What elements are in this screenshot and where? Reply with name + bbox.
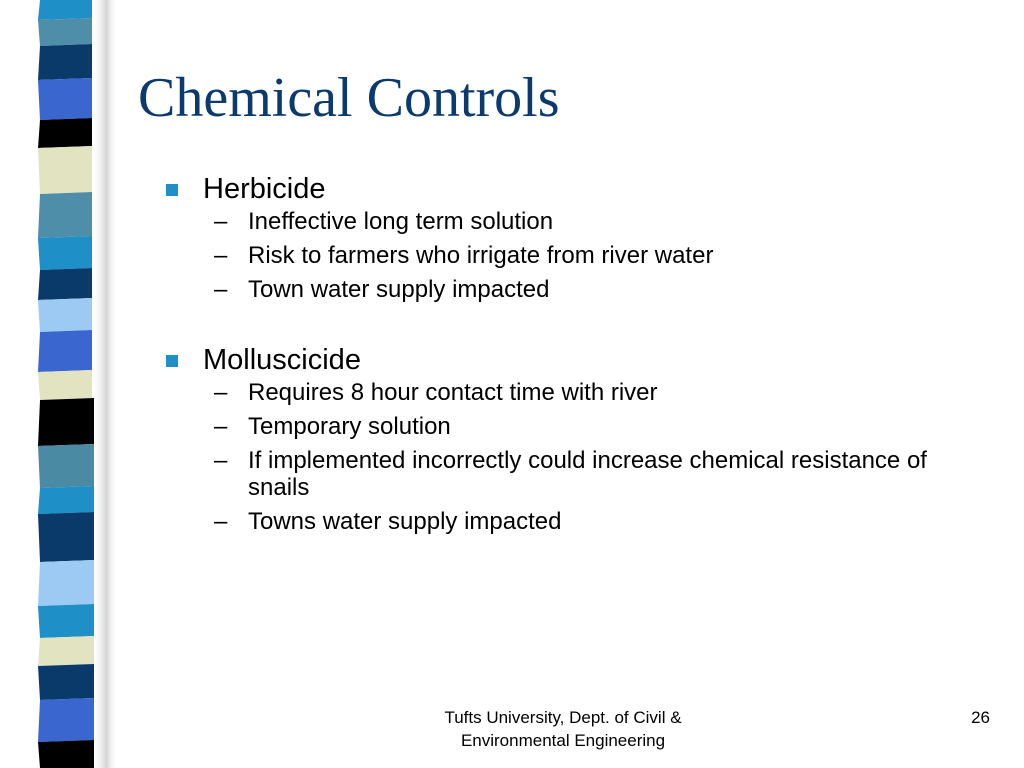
sub-bullet-text: Risk to farmers who irrigate from river water xyxy=(248,242,714,269)
slide-title: Chemical Controls xyxy=(138,67,560,129)
footer-line: Tufts University, Dept. of Civil & xyxy=(444,708,682,727)
dash-bullet-icon: – xyxy=(214,276,228,303)
sub-bullet-text: Town water supply impacted xyxy=(248,276,550,303)
sub-bullet-item xyxy=(214,276,986,303)
bullet-text: Herbicide xyxy=(203,173,326,205)
sub-bullet-item xyxy=(214,242,986,269)
bullet-item xyxy=(166,170,986,208)
spacer xyxy=(166,310,986,341)
footer-line: Environmental Engineering xyxy=(460,731,666,750)
sub-bullet-item xyxy=(214,508,986,535)
sub-bullet-text: Requires 8 hour contact time with river xyxy=(248,379,658,406)
dash-bullet-icon: – xyxy=(214,242,228,269)
slide-footer xyxy=(400,706,726,752)
sub-bullet-item xyxy=(214,447,986,501)
decorative-stripe xyxy=(0,0,120,768)
dash-bullet-icon: – xyxy=(214,447,228,474)
sub-bullet-text: Ineffective long term solution xyxy=(248,208,554,235)
stripe-graphic xyxy=(0,0,120,768)
square-bullet-icon xyxy=(166,184,178,196)
sub-bullet-item xyxy=(214,379,986,406)
square-bullet-icon xyxy=(166,355,178,367)
page-number: 26 xyxy=(971,708,990,727)
sub-bullet-text: If implemented incorrectly could increase chemical resistance of snails xyxy=(248,447,927,501)
dash-bullet-icon: – xyxy=(214,379,228,406)
dash-bullet-icon: – xyxy=(214,508,228,535)
dash-bullet-icon: – xyxy=(214,413,228,440)
slide-body xyxy=(166,170,986,542)
sub-bullet-list xyxy=(214,379,986,535)
sub-bullet-item xyxy=(214,208,986,235)
sub-bullet-list xyxy=(214,208,986,303)
bullet-text: Molluscicide xyxy=(203,344,361,376)
bullet-item xyxy=(166,341,986,379)
sub-bullet-text: Temporary solution xyxy=(248,413,451,440)
sub-bullet-text: Towns water supply impacted xyxy=(248,508,562,535)
sub-bullet-item xyxy=(214,413,986,440)
dash-bullet-icon: – xyxy=(214,208,228,235)
